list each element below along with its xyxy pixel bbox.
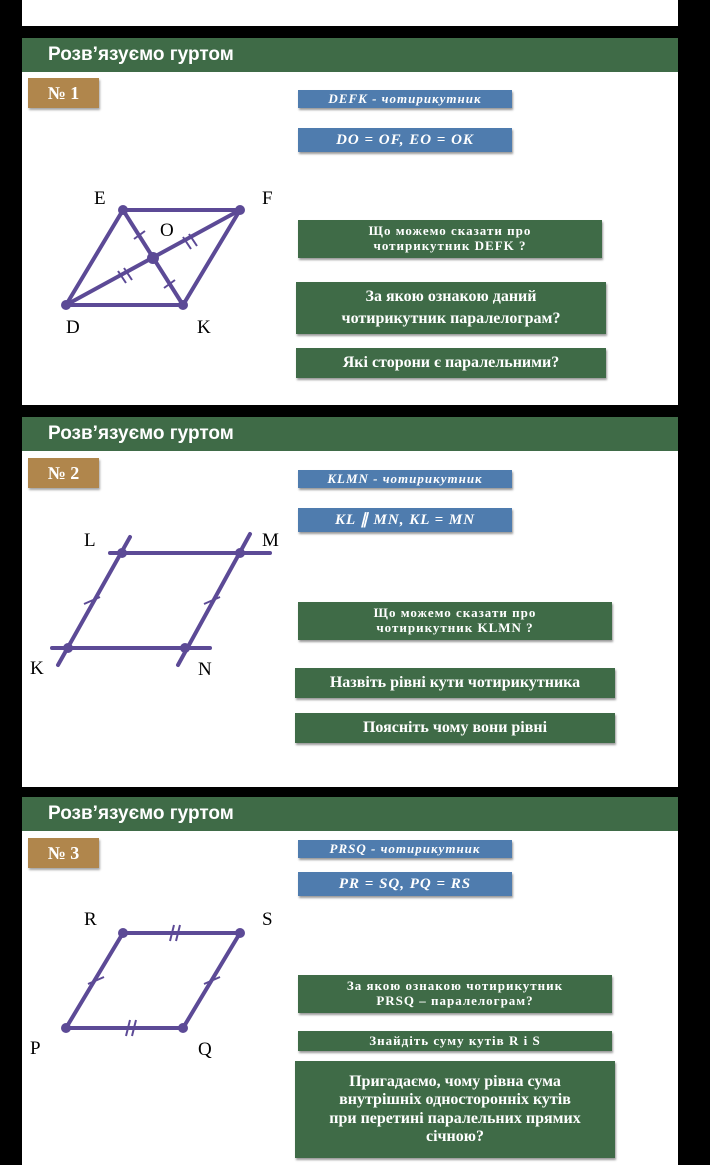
vertex-label-s: S	[262, 909, 273, 930]
question-which-criterion: За якою ознакою даний чотирикутник паралелограм?	[296, 282, 606, 334]
question-equal-angles: Назвіть рівні кути чотирикутника	[295, 668, 615, 698]
question-what-can-we-say: Що можемо сказати про чотирикутник KLMN ?	[298, 602, 612, 640]
question-explain-why: Поясніть чому вони рівні	[295, 713, 615, 743]
vertex-label-d: D	[66, 317, 80, 338]
condition-equalities: KL ∥ MN, KL = MN	[298, 508, 512, 532]
vertex-label-e: E	[94, 188, 106, 209]
condition-equalities: PR = SQ, PQ = RS	[298, 872, 512, 896]
vertex-label-l: L	[84, 530, 96, 551]
question-what-can-we-say: Що можемо сказати про чотирикутник DEFK ?	[298, 220, 602, 258]
parallelogram-figure	[22, 487, 322, 787]
problem-number-badge: № 2	[28, 458, 99, 488]
vertex-label-q: Q	[198, 1039, 212, 1060]
vertex-label-k: K	[30, 658, 44, 679]
slide-header: Розв’язуємо гуртом	[22, 797, 678, 831]
vertex-label-r: R	[84, 909, 97, 930]
question-which-criterion: За якою ознакою чотирикутник PRSQ – паралелограм?	[298, 975, 612, 1013]
slide-header: Розв’язуємо гуртом	[22, 38, 678, 72]
condition-quadrilateral: DEFK - чотирикутник	[298, 90, 512, 108]
vertex-label-k: K	[197, 317, 211, 338]
vertex-label-f: F	[262, 188, 273, 209]
center-label-o: O	[160, 220, 174, 241]
parallelogram-figure	[22, 68, 322, 358]
question-sum-of-angles: Знайдіть суму кутів R і S	[298, 1031, 612, 1051]
slide-header: Розв’язуємо гуртом	[22, 417, 678, 451]
vertex-label-m: M	[262, 530, 279, 551]
condition-quadrilateral: KLMN - чотирикутник	[298, 470, 512, 488]
question-parallel-sides: Які сторони є паралельними?	[296, 348, 606, 378]
parallelogram-figure	[22, 877, 322, 1165]
vertex-label-n: N	[198, 659, 212, 680]
condition-quadrilateral: PRSQ - чотирикутник	[298, 840, 512, 858]
condition-equalities: DO = OF, EO = OK	[298, 128, 512, 152]
problem-number-badge: № 1	[28, 78, 99, 108]
slide-1	[22, 38, 678, 405]
problem-number-badge: № 3	[28, 838, 99, 868]
slide-1	[22, 0, 678, 26]
question-recall-same-side-angles: Пригадаємо, чому рівна сума внутрішніх односторонніх кутів при перетині паралельних прямих січною?	[295, 1061, 615, 1158]
vertex-label-p: P	[30, 1038, 41, 1059]
slide-3	[22, 797, 678, 1165]
slide-2	[22, 417, 678, 787]
